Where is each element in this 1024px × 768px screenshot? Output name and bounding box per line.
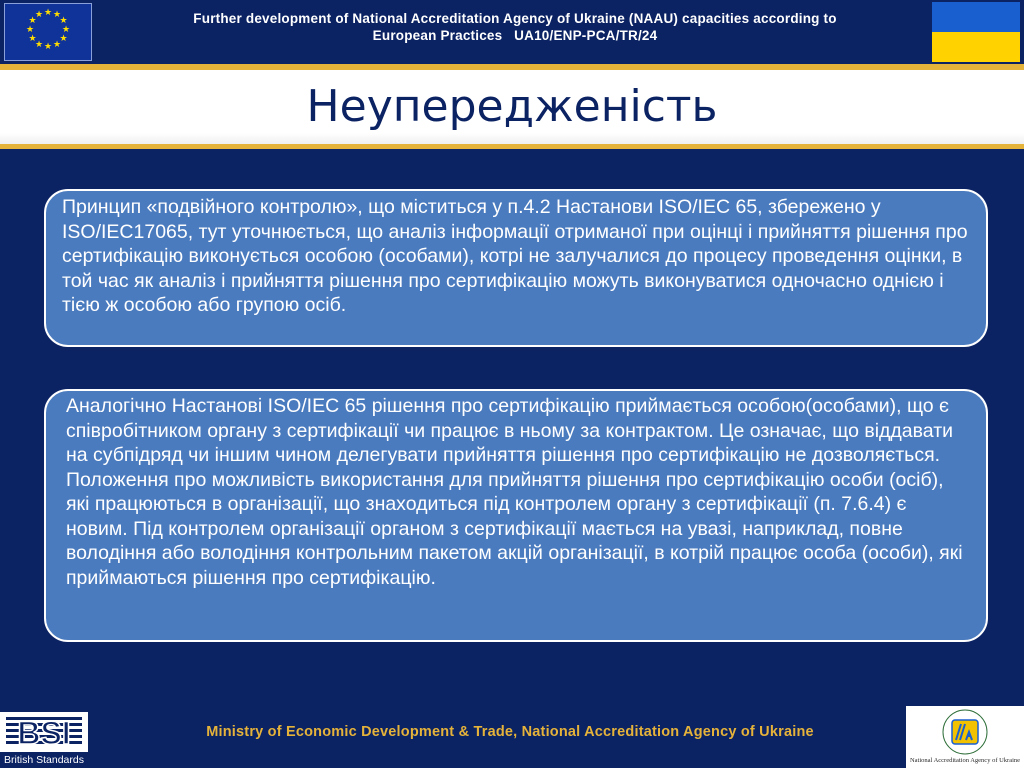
header-bar — [0, 0, 1024, 64]
accent-stripe-bottom — [0, 144, 1024, 149]
naau-logo — [906, 706, 1024, 768]
project-title-line1: Further development of National Accreditation Agency of Ukraine (NAAU) capacities according to — [193, 11, 837, 26]
svg-text:★: ★ — [43, 42, 53, 52]
text-box-decision-making — [44, 389, 988, 642]
slide-title: Неупередженість — [306, 81, 718, 132]
project-title-line2: European Practices UA10/ENP-PCA/TR/24 — [372, 28, 658, 43]
bsi-caption: British Standards — [0, 752, 88, 768]
svg-text:★: ★ — [43, 8, 53, 18]
svg-text:★: ★ — [28, 34, 37, 44]
text-box-double-control — [44, 189, 988, 347]
project-title — [105, 10, 925, 44]
svg-text:★: ★ — [25, 25, 35, 35]
naau-caption: National Accreditation Agency of Ukraine — [909, 757, 1021, 764]
svg-text:★: ★ — [34, 40, 44, 50]
svg-text:★: ★ — [34, 10, 44, 20]
naau-emblem-icon — [906, 706, 1024, 756]
svg-text:★: ★ — [28, 16, 37, 26]
svg-text:★: ★ — [52, 40, 62, 50]
eu-flag-icon — [4, 3, 92, 61]
ukraine-flag-icon — [932, 2, 1020, 62]
svg-text:★: ★ — [59, 16, 68, 26]
bsi-logo — [0, 712, 88, 768]
svg-text:★: ★ — [52, 10, 62, 20]
svg-text:★: ★ — [59, 34, 68, 44]
footer-ministry: Ministry of Economic Development & Trade, National Accreditation Agency of Ukraine — [206, 724, 814, 740]
svg-text:★: ★ — [61, 25, 71, 35]
title-band — [0, 70, 1024, 144]
text-box-decision-making-text: Аналогічно Настанові ISO/IEC 65 рішення про сертифікацію приймається особою(особами), що є співробітником органу з сертифікації чи працює в ньому за контрактом. Це означає, що віддавати на субпідряд чи іншим чином делегувати прийняття рішення про сертифікацію не дозволяється. Положення про можливість використання для прийняття рішення про сертифікацію особи (осіб), які працюються в організації, що знаходиться під контролем органу з сертифікації (п. 7.6.4) є новим. Під контролем організації органом з сертифікації мається на увазі, наприклад, повне володіння або володіння контрольним пакетом акцій організації, в котрій працює особа (особи), які приймаються рішення про сертифікацію. — [66, 395, 963, 589]
text-box-double-control-text: Принцип «подвійного контролю», що міститься у п.4.2 Настанови ISO/IEC 65, збережено у ISO/IEC17065, тут уточнюється, що аналіз інформації отриманої при оцінці і прийняття рішення про сертифікацію виконується особою (особами), котрі не залучалися до процесу проведення оцінки, в той час як аналіз і прийняття рішення про сертифікацію можуть виконуватися одночасно однією і тією ж особою або групою осіб. — [62, 196, 968, 316]
bsi-logo-mark-icon — [4, 714, 84, 750]
svg-text:BSI: BSI — [17, 715, 71, 750]
